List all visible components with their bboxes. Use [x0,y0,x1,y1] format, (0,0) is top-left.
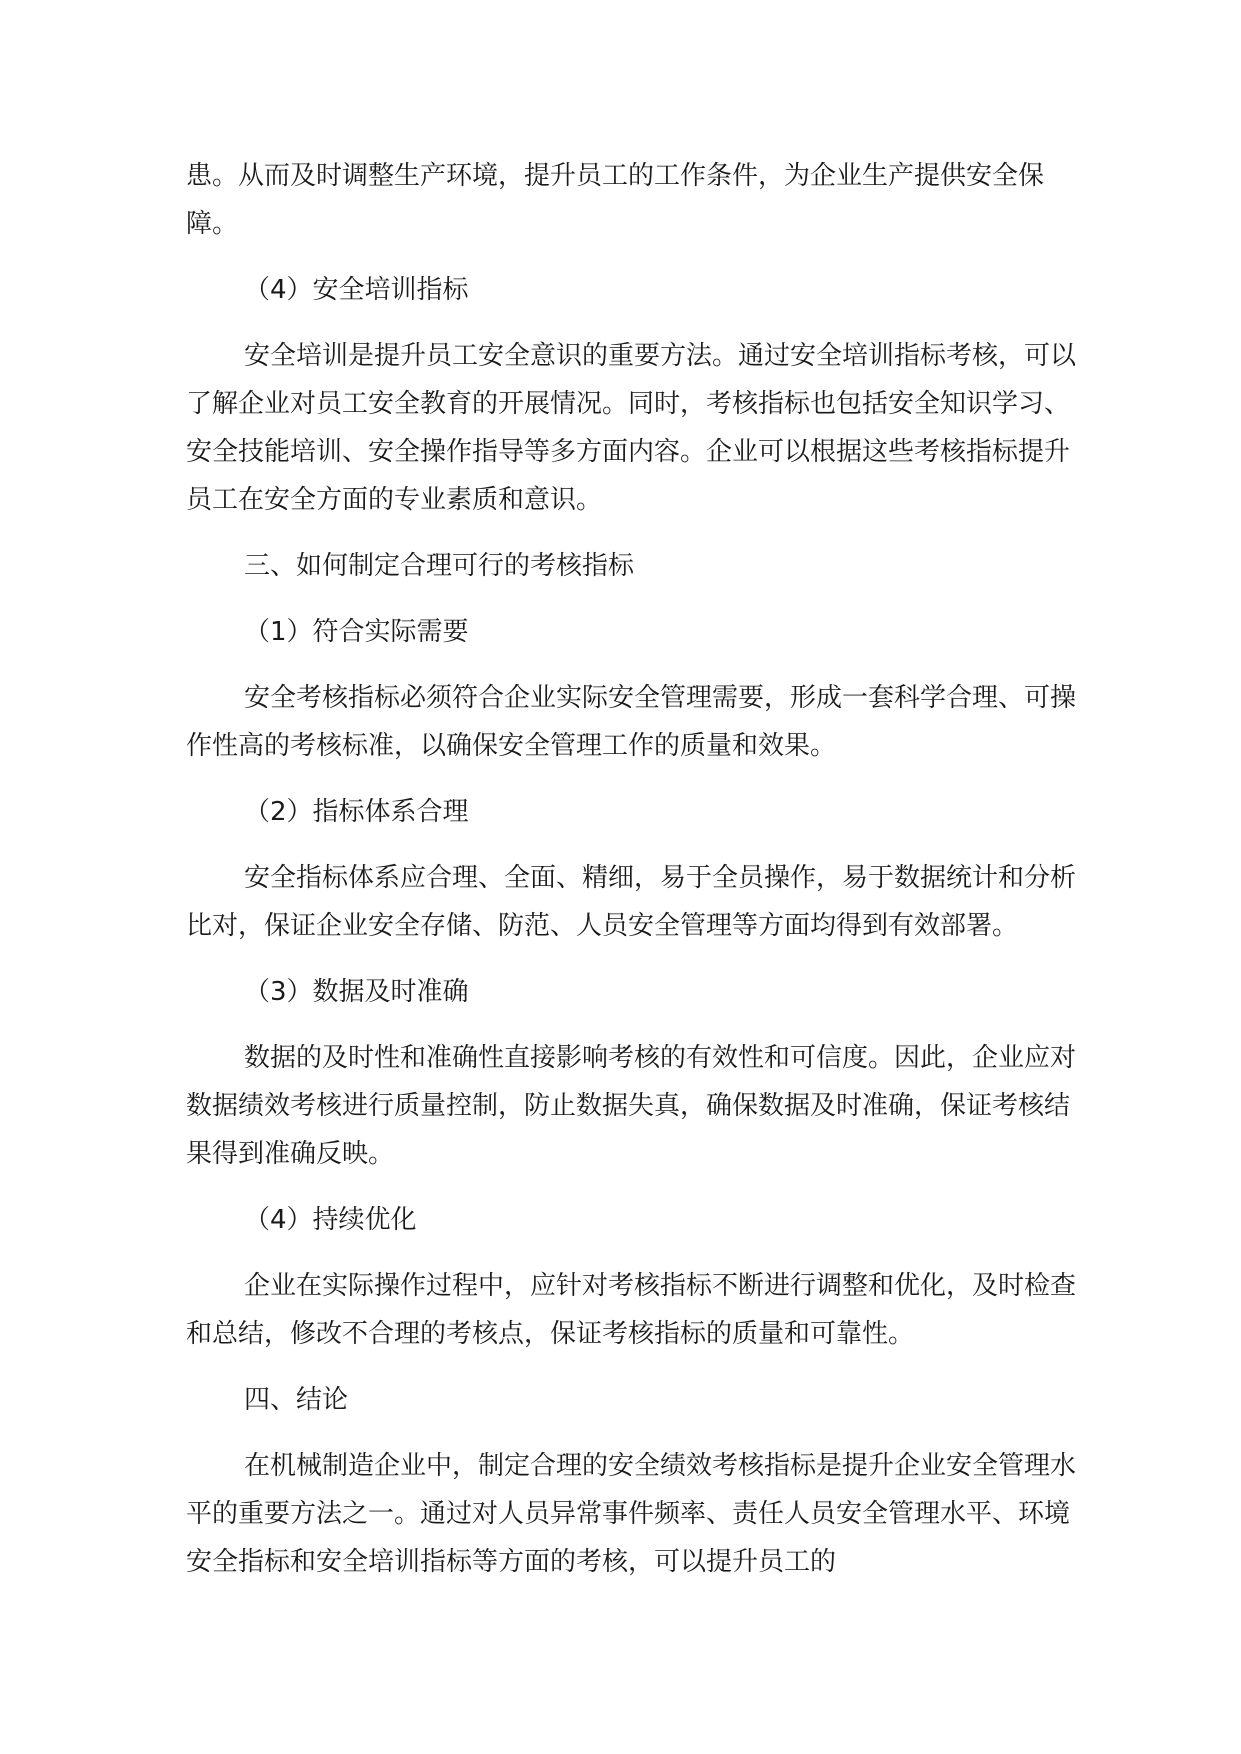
section-heading: （4）持续优化 [244,1205,417,1235]
body-paragraph: 安全培训是提升员工安全意识的重要方法。通过安全培训指标考核，可以了解企业对员工安全教育的开展情况。同时，考核指标也包括安全知识学习、安全技能培训、安全操作指导等多方面内容。企业可以根据这些考核指标提升员工在安全方面的专业素质和意识。 [186,341,1077,515]
section-heading: （1）符合实际需要 [244,617,469,647]
body-paragraph: 企业在实际操作过程中，应针对考核指标不断进行调整和优化，及时检查和总结，修改不合理的考核点，保证考核指标的质量和可靠性。 [186,1271,1077,1349]
section-heading: 四、结论 [244,1385,349,1415]
body-paragraph: 患。从而及时调整生产环境，提升员工的工作条件，为企业生产提供安全保障。 [186,161,1045,239]
section-heading: （4）安全培训指标 [244,275,469,305]
body-paragraph: 安全指标体系应合理、全面、精细，易于全员操作，易于数据统计和分析比对，保证企业安全存储、防范、人员安全管理等方面均得到有效部署。 [186,863,1077,941]
body-paragraph: 安全考核指标必须符合企业实际安全管理需要，形成一套科学合理、可操作性高的考核标准，以确保安全管理工作的质量和效果。 [186,683,1077,761]
body-paragraph: 在机械制造企业中，制定合理的安全绩效考核指标是提升企业安全管理水平的重要方法之一。通过对人员异常事件频率、责任人员安全管理水平、环境安全指标和安全培训指标等方面的考核，可以提升员工的 [186,1451,1077,1577]
section-heading: 三、如何制定合理可行的考核指标 [244,551,635,581]
body-paragraph: 数据的及时性和准确性直接影响考核的有效性和可信度。因此，企业应对数据绩效考核进行质量控制，防止数据失真，确保数据及时准确，保证考核结果得到准确反映。 [186,1043,1077,1169]
section-heading: （2）指标体系合理 [244,797,469,827]
section-heading: （3）数据及时准确 [244,977,469,1007]
